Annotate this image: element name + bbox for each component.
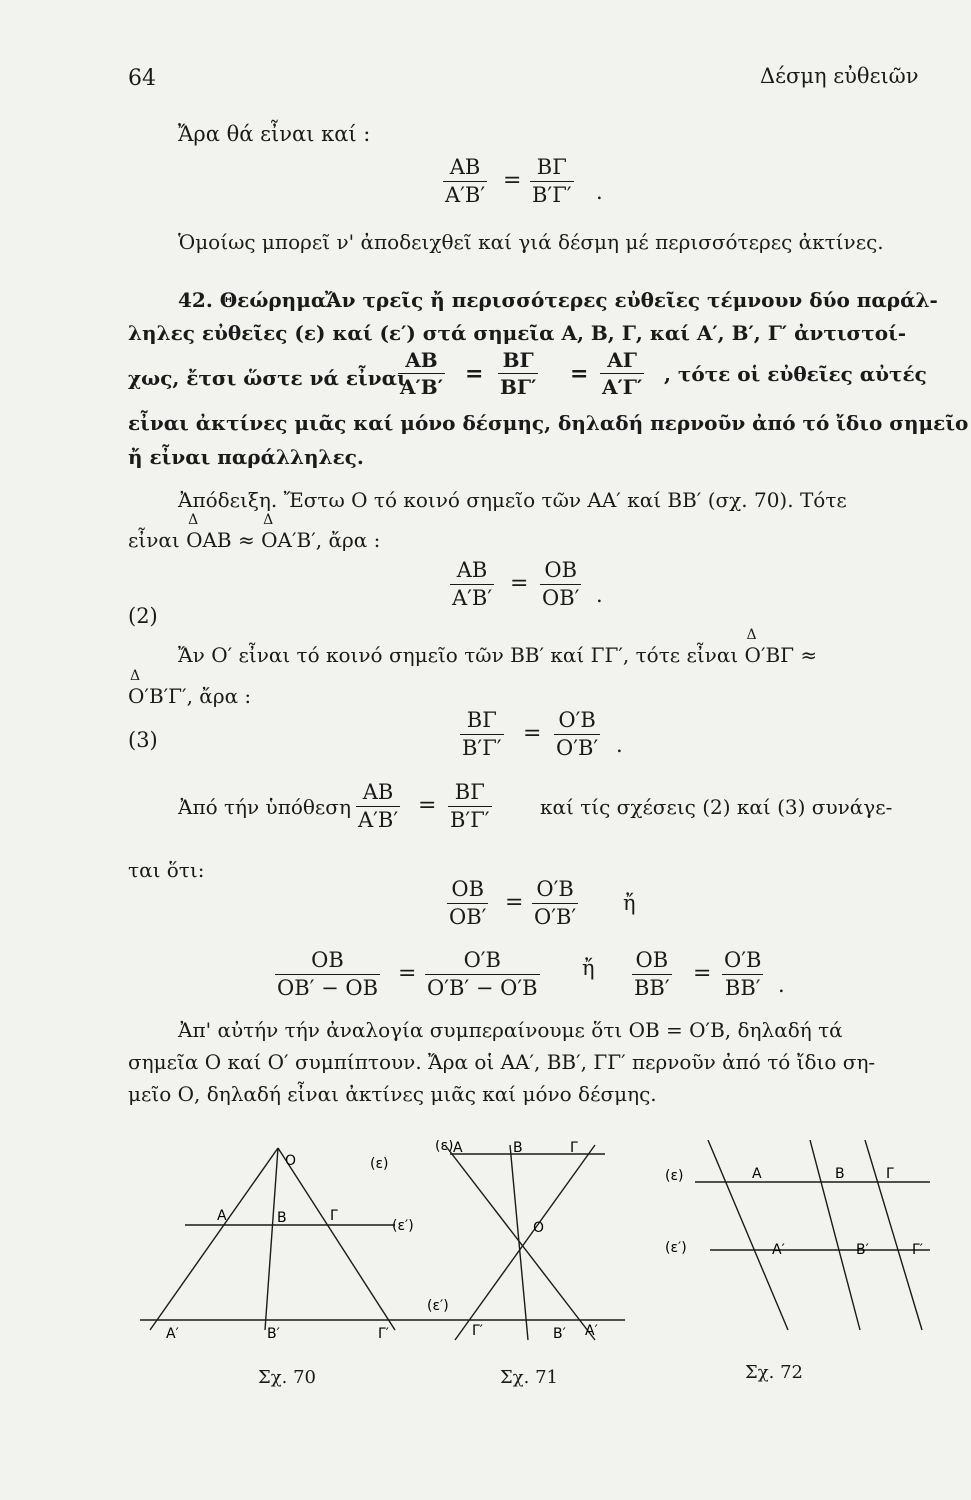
equals-sign: = xyxy=(505,890,524,915)
triangle-obg-prime: Δ O′B′Γ′ xyxy=(128,686,187,706)
intro-fraction-1 xyxy=(443,157,487,206)
proof-line-1: Ἀπόδειξη. Ἔστω Ο τό κοινό σημεῖο τῶν ΑΑ′ καί ΒΒ′ (σχ. 70). Τότε xyxy=(178,488,847,512)
label-e: (ε) xyxy=(370,1156,389,1172)
equals-sign: = xyxy=(570,361,589,387)
or-word: ἤ xyxy=(582,956,595,980)
triangle-obg: Δ O′BΓ xyxy=(745,645,795,665)
denominator: A′Γ′ xyxy=(602,375,643,399)
text: Ἄν Ο′ εἶναι τό κοινό σημεῖο τῶν ΒΒ′ καί ΓΓ′, τότε εἶναι xyxy=(178,643,739,667)
conclusion-line-1: Ἀπ' αὐτήν τήν ἀναλογία συμπεραίνουμε ὅτι ΟΒ = Ο′Β, δηλαδή τά xyxy=(178,1018,843,1042)
p5-fraction-2 xyxy=(448,782,492,831)
r1-fraction-2 xyxy=(532,879,578,928)
theorem-line-1: Ἄν τρεῖς ἤ περισσότερες εὐθεῖες τέμνουν δύο παράλ- xyxy=(325,288,938,312)
equation-label-3: (3) xyxy=(128,728,158,752)
figure-72 xyxy=(660,1140,950,1365)
denominator: O′B′ xyxy=(534,905,577,929)
label-e: (ε) xyxy=(665,1168,684,1184)
approx-sign: ≈ xyxy=(800,643,818,667)
denominator: BΓ′ xyxy=(500,375,537,399)
denominator: O′B′ xyxy=(556,736,599,760)
label-e-prime: (ε′) xyxy=(665,1240,687,1256)
label-a: A xyxy=(752,1166,762,1182)
label-e-prime: (ε′) xyxy=(392,1218,414,1234)
label-a-prime: A′ xyxy=(166,1326,179,1342)
p5-fraction-1 xyxy=(356,782,400,831)
r1-fraction-1 xyxy=(447,879,488,928)
numerator: BΓ xyxy=(536,155,567,179)
theorem-line-5: ἤ εἶναι παράλληλες. xyxy=(128,445,364,469)
proof-line-5-post: καί τίς σχέσεις (2) καί (3) συνάγε- xyxy=(540,795,893,819)
proof-line-5-pre: Ἀπό τήν ὑπόθεση xyxy=(178,795,351,819)
equals-sign: = xyxy=(510,571,529,596)
denominator: A′B′ xyxy=(358,808,399,832)
numerator: O′B xyxy=(724,948,762,972)
label-e: (ε) xyxy=(435,1140,454,1154)
label-g: Γ xyxy=(570,1140,578,1156)
denominator: OB′ xyxy=(449,905,487,929)
numerator: AB xyxy=(449,155,481,179)
numerator: BΓ xyxy=(466,708,497,732)
period: . xyxy=(596,583,603,607)
proof-line-4 xyxy=(128,686,251,706)
numerator: O′B xyxy=(463,948,501,972)
denominator: OB′ − OB xyxy=(277,976,379,1000)
eq3-fraction-2 xyxy=(554,710,600,759)
theorem-line-3-post: , τότε οἱ εὐθεῖες αὐτές xyxy=(664,362,927,386)
omoios-sentence: Ὁμοίως μπορεῖ ν' ἀποδειχθεῖ καί γιά δέσμη μέ περισσότερες ἀκτίνες. xyxy=(178,230,884,254)
triangle-oab: Δ OAB xyxy=(186,530,232,550)
label-g-prime: Γ′ xyxy=(912,1242,923,1258)
proof-line-3 xyxy=(178,645,817,665)
numerator: BΓ xyxy=(502,348,534,372)
conclusion-line-2: σημεῖα Ο καί Ο′ συμπίπτουν. Ἄρα οἱ ΑΑ′, ΒΒ′, ΓΓ′ περνοῦν ἀπό τό ἴδιο ση- xyxy=(128,1050,876,1074)
label-g-prime: Γ′ xyxy=(472,1323,483,1339)
label-b: B xyxy=(513,1140,523,1156)
numerator: OB xyxy=(544,558,578,582)
theorem-line-2: ληλες εὐθεῖες (ε) καί (ε′) στά σημεῖα Α, Β, Γ, καί Α′, Β′, Γ′ ἀντιστοί- xyxy=(128,321,907,345)
label-b-prime: B′ xyxy=(856,1242,869,1258)
eq3-fraction-1 xyxy=(460,710,504,759)
numerator: AB xyxy=(456,558,488,582)
label-g: Γ xyxy=(886,1166,894,1182)
triangle-oab-prime: Δ OA′B′ xyxy=(261,530,316,550)
label-a: A xyxy=(453,1140,463,1156)
denominator: B′Γ′ xyxy=(462,736,502,760)
label-a: A xyxy=(217,1208,227,1224)
denominator: B′Γ′ xyxy=(532,183,572,207)
denominator: O′B′ − O′B xyxy=(427,976,538,1000)
text: , ἄρα : xyxy=(315,528,381,552)
intro-fraction-2 xyxy=(530,157,574,206)
theorem-fraction-1 xyxy=(398,350,445,397)
caption-fig-70: Σχ. 70 xyxy=(258,1367,316,1388)
caption-fig-71: Σχ. 71 xyxy=(500,1367,558,1388)
label-e-prime: (ε′) xyxy=(427,1298,449,1314)
period: . xyxy=(778,973,785,997)
denominator: A′B′ xyxy=(445,183,486,207)
intro-ara: Ἄρα θά εἶναι καί : xyxy=(178,122,371,146)
denominator: BB′ xyxy=(724,976,761,1000)
theorem-line-4: εἶναι ἀκτίνες μιᾶς καί μόνο δέσμης, δηλαδή περνοῦν ἀπό τό ἴδιο σημεῖο xyxy=(128,411,969,435)
equals-sign: = xyxy=(503,168,522,193)
r2-fraction-3 xyxy=(632,950,672,999)
caption-fig-72: Σχ. 72 xyxy=(745,1362,803,1383)
label-b-prime: B′ xyxy=(553,1326,566,1342)
proof-line-6: ται ὅτι: xyxy=(128,858,205,882)
label-b: B xyxy=(835,1166,845,1182)
numerator: O′B xyxy=(558,708,596,732)
r2-fraction-1 xyxy=(275,950,380,999)
label-b: B xyxy=(277,1210,287,1226)
numerator: BΓ xyxy=(454,780,485,804)
running-title: Δέσμη εὐθειῶν xyxy=(760,64,919,88)
numerator: AΓ xyxy=(607,348,637,372)
denominator: B′Γ′ xyxy=(450,808,490,832)
denominator: OB′ xyxy=(542,586,580,610)
equals-sign: = xyxy=(465,361,484,387)
numerator: AB xyxy=(362,780,394,804)
equals-sign: = xyxy=(693,961,712,986)
r2-fraction-2 xyxy=(425,950,540,999)
denominator: A′B′ xyxy=(400,375,443,399)
eq2-fraction-2 xyxy=(540,560,581,609)
numerator: O′B xyxy=(536,877,574,901)
numerator: OB xyxy=(311,948,344,972)
approx-sign: ≈ xyxy=(237,528,255,552)
equals-sign: = xyxy=(398,961,417,986)
label-g-prime: Γ′ xyxy=(378,1326,389,1342)
period: . xyxy=(596,180,603,204)
figure-71 xyxy=(410,1140,640,1365)
numerator: OB xyxy=(635,948,669,972)
theorem-fraction-3 xyxy=(600,350,644,397)
label-a-prime: A′ xyxy=(772,1242,785,1258)
theorem-line-3-pre: χως, ἔτσι ὥστε νά εἶναι xyxy=(128,366,407,390)
equation-label-2: (2) xyxy=(128,604,158,628)
or-word: ἤ xyxy=(623,891,636,915)
equals-sign: = xyxy=(418,793,437,818)
denominator: BB′ xyxy=(634,976,670,1000)
period: . xyxy=(616,733,623,757)
label-b-prime: B′ xyxy=(267,1326,280,1342)
label-o: O xyxy=(533,1220,545,1236)
figure-70 xyxy=(130,1140,430,1365)
numerator: AB xyxy=(405,348,438,372)
denominator: A′B′ xyxy=(452,586,493,610)
label-o: O xyxy=(285,1153,297,1169)
r2-fraction-4 xyxy=(722,950,763,999)
proof-line-2 xyxy=(128,530,380,550)
eq2-fraction-1 xyxy=(450,560,494,609)
label-g: Γ xyxy=(330,1208,338,1224)
text: εἶναι xyxy=(128,528,180,552)
conclusion-line-3: μεῖο Ο, δηλαδή εἶναι ἀκτίνες μιᾶς καί μόνο δέσμης. xyxy=(128,1082,657,1106)
numerator: OB xyxy=(451,877,485,901)
label-a-prime: A′ xyxy=(585,1323,598,1339)
page-number: 64 xyxy=(128,66,156,91)
text: , ἄρα : xyxy=(186,684,252,708)
theorem-fraction-2 xyxy=(498,350,538,397)
equals-sign: = xyxy=(523,721,542,746)
theorem-heading: 42. Θεώρημα. xyxy=(178,288,334,312)
